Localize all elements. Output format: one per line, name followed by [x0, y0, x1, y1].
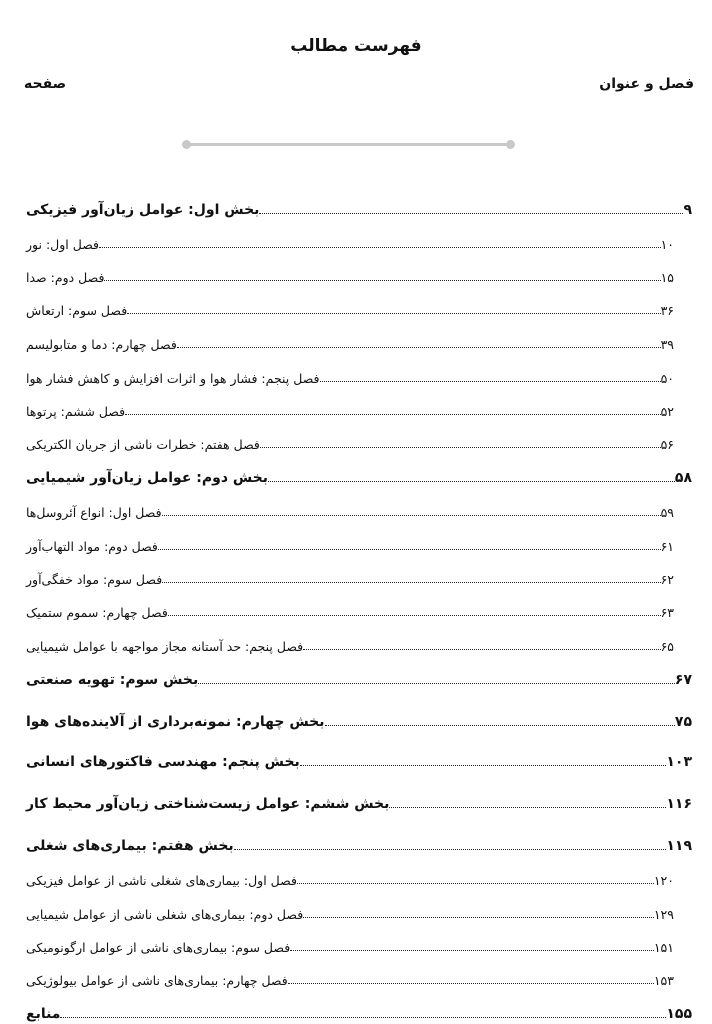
- toc-entry-title: فصل سوم: بیماری‌های ناشی از عوامل ارگونومیکی: [26, 940, 291, 955]
- toc-chapter-entry[interactable]: [22, 496, 694, 520]
- toc-entry-page-number: ۷۵: [674, 714, 692, 730]
- toc-entry-page-number: ۱۵۳: [653, 973, 674, 988]
- dot-leader: [162, 515, 661, 516]
- dot-leader: [300, 765, 667, 766]
- toc-entry-page-number: ۵۰: [660, 371, 674, 386]
- toc-entry-title: فصل اول: بیماری‌های شغلی ناشی از عوامل فیزیکی: [26, 873, 297, 888]
- dot-leader: [234, 849, 667, 850]
- toc-entry-title: فصل دوم: صدا: [26, 270, 105, 285]
- dot-leader: [127, 313, 660, 314]
- dot-leader: [260, 447, 661, 448]
- toc-part-entry[interactable]: [22, 998, 694, 1022]
- toc-part-entry[interactable]: [22, 462, 694, 486]
- toc-entry-page-number: ۶۷: [674, 672, 692, 688]
- dot-leader: [198, 683, 675, 684]
- toc-entry-title: فصل دوم: مواد التهاب‌آور: [26, 539, 158, 554]
- toc-entry-page-number: ۱۲۰: [653, 873, 674, 888]
- dot-leader: [320, 381, 661, 382]
- toc-entry-title: بخش سوم: تهویه صنعتی: [26, 672, 199, 688]
- dot-leader: [99, 247, 661, 248]
- toc-chapter-entry[interactable]: [22, 563, 694, 587]
- toc-entry-page-number: ۱۰: [660, 237, 674, 252]
- toc-entry-page-number: ۱۵: [660, 270, 674, 285]
- toc-part-entry[interactable]: [22, 746, 694, 770]
- toc-chapter-entry[interactable]: [22, 898, 694, 922]
- dot-leader: [60, 1017, 666, 1018]
- toc-part-entry[interactable]: [22, 706, 694, 730]
- toc-entry-title: بخش هفتم: بیماری‌های شغلی: [26, 838, 234, 854]
- toc-entry-page-number: ۱۱۹: [666, 838, 692, 854]
- toc-entry-page-number: ۱۵۵: [666, 1006, 692, 1022]
- dot-leader: [288, 983, 654, 984]
- toc-chapter-entry[interactable]: [22, 395, 694, 419]
- toc-chapter-entry[interactable]: [22, 931, 694, 955]
- toc-entry-title: فصل سوم: مواد خفگی‌آور: [26, 572, 163, 587]
- toc-chapter-entry[interactable]: [22, 964, 694, 988]
- toc-chapter-entry[interactable]: [22, 864, 694, 888]
- dot-leader: [162, 582, 660, 583]
- dot-leader: [297, 883, 654, 884]
- toc-entry-title: فصل چهارم: سموم ستمیک: [26, 605, 168, 620]
- page-title: فهرست مطالب: [290, 36, 422, 56]
- divider-end-dot: [182, 140, 191, 149]
- toc-entry-page-number: ۳۶: [660, 303, 674, 318]
- toc-entry-page-number: ۱۰۳: [666, 754, 692, 770]
- toc-entry-title: فصل سوم: ارتعاش: [26, 303, 128, 318]
- dot-leader: [104, 280, 660, 281]
- toc-entry-page-number: ۶۲: [660, 572, 674, 587]
- toc-entry-page-number: ۳۹: [660, 337, 674, 352]
- toc-entry-title: فصل چهارم: دما و متابولیسم: [26, 337, 177, 352]
- toc-chapter-entry[interactable]: [22, 530, 694, 554]
- toc-entry-page-number: ۵۸: [674, 470, 692, 486]
- toc-entry-title: فصل پنجم: حد آستانه مجاز مواجهه با عوامل شیمیایی: [26, 639, 304, 654]
- divider-end-dot: [506, 140, 515, 149]
- toc-entry-title: فصل دوم: بیماری‌های شغلی ناشی از عوامل شیمیایی: [26, 907, 304, 922]
- dot-leader: [168, 615, 661, 616]
- toc-entry-page-number: ۶۵: [660, 639, 674, 654]
- toc-chapter-entry[interactable]: [22, 596, 694, 620]
- toc-entry-page-number: ۱۲۹: [653, 907, 674, 922]
- dot-leader: [158, 549, 661, 550]
- toc-part-entry[interactable]: [22, 664, 694, 688]
- dot-leader: [125, 414, 660, 415]
- toc-entry-page-number: ۵۹: [660, 505, 674, 520]
- toc-part-entry[interactable]: [22, 788, 694, 812]
- toc-entry-page-number: ۶۱: [660, 539, 674, 554]
- toc-part-entry[interactable]: [22, 194, 694, 218]
- toc-entry-page-number: ۹: [683, 202, 692, 218]
- toc-entry-title: بخش پنجم: مهندسی فاکتورهای انسانی: [26, 754, 300, 770]
- dot-leader: [259, 213, 683, 214]
- toc-entry-title: فصل هفتم: خطرات ناشی از جریان الکتریکی: [26, 437, 260, 452]
- toc-entry-title: منابع: [26, 1006, 61, 1022]
- toc-chapter-entry[interactable]: [22, 362, 694, 386]
- dot-leader: [389, 807, 666, 808]
- toc-chapter-entry[interactable]: [22, 228, 694, 252]
- toc-entry-title: بخش اول: عوامل زیان‌آور فیزیکی: [26, 202, 260, 218]
- toc-chapter-entry[interactable]: [22, 328, 694, 352]
- toc-entry-page-number: ۱۵۱: [653, 940, 674, 955]
- toc-entry-title: فصل پنجم: فشار هوا و اثرات افزایش و کاهش فشار هوا: [26, 371, 320, 386]
- dot-leader: [268, 481, 675, 482]
- dot-leader: [303, 649, 660, 650]
- toc-chapter-entry[interactable]: [22, 261, 694, 285]
- dot-leader: [177, 347, 661, 348]
- dot-leader: [325, 725, 675, 726]
- toc-entry-title: فصل اول: نور: [26, 237, 100, 252]
- dot-leader: [303, 917, 654, 918]
- toc-entry-title: بخش ششم: عوامل زیست‌شناختی زیان‌آور محیط کار: [26, 796, 390, 812]
- dot-leader: [290, 950, 654, 951]
- toc-entry-page-number: ۵۲: [660, 404, 674, 419]
- column-header-page: صفحه: [24, 76, 67, 92]
- toc-entry-page-number: ۵۶: [660, 437, 674, 452]
- toc-entry-title: فصل چهارم: بیماری‌های ناشی از عوامل بیولوژیکی: [26, 973, 288, 988]
- toc-chapter-entry[interactable]: [22, 428, 694, 452]
- toc-entry-page-number: ۱۱۶: [666, 796, 692, 812]
- toc-entry-title: فصل اول: انواع آئروسل‌ها: [26, 505, 162, 520]
- toc-entry-title: بخش دوم: عوامل زیان‌آور شیمیایی: [26, 470, 269, 486]
- toc-entry-page-number: ۶۳: [660, 605, 674, 620]
- decorative-divider: [186, 143, 511, 146]
- toc-chapter-entry[interactable]: [22, 630, 694, 654]
- toc-part-entry[interactable]: [22, 830, 694, 854]
- toc-entry-title: فصل ششم: پرتوها: [26, 404, 126, 419]
- column-header-title: فصل و عنوان: [599, 76, 694, 92]
- toc-chapter-entry[interactable]: [22, 294, 694, 318]
- toc-entry-title: بخش چهارم: نمونه‌برداری از آلاینده‌های هوا: [26, 714, 325, 730]
